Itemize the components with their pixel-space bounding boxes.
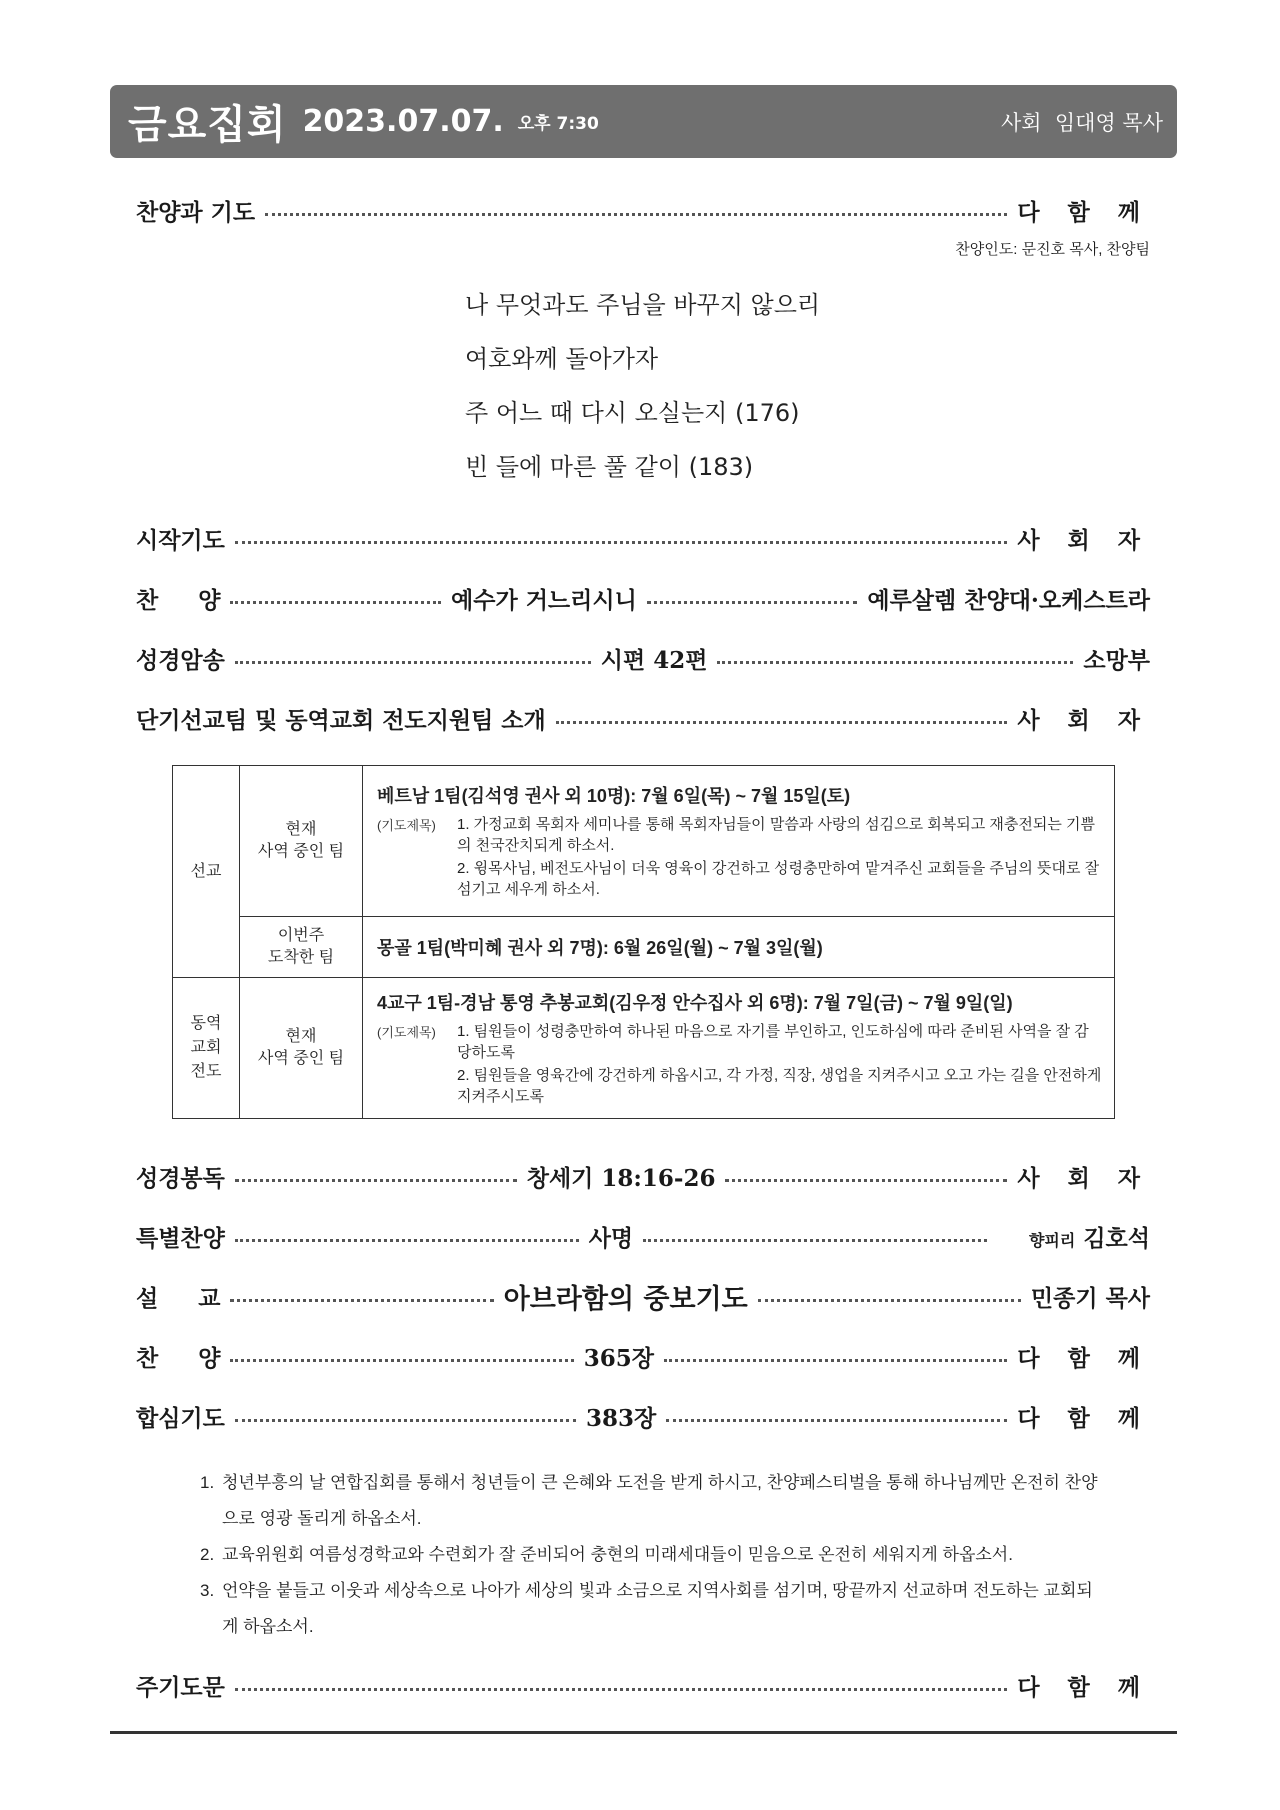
order-right: 다 함 께	[1017, 1404, 1150, 1432]
order-label: 성경봉독	[136, 1164, 225, 1192]
order-label: 주기도문	[136, 1673, 225, 1701]
subcategory-current: 현재 사역 중인 팀	[240, 766, 363, 917]
category-partner: 동역 교회 전도	[173, 978, 240, 1119]
order-row-scripture-recitation	[136, 640, 1150, 676]
order-row-team-intro	[136, 700, 1150, 736]
order-right: 다 함 께	[1017, 1344, 1151, 1372]
partner-prayer-block	[377, 1021, 1102, 1107]
leader-dots	[230, 1359, 573, 1362]
item-text: 언약을 붙들고 이웃과 세상속으로 나아가 세상의 빛과 소금으로 지역사회를 섬기며, 땅끝까지 선교하며 전도하는 교회되게 하옵소서.	[222, 1581, 1093, 1636]
leader-dots	[235, 1419, 576, 1422]
vietnam-team-title: 베트남 1팀(김석영 권사 외 10명): 7월 6일(목) ~ 7월 15일(토)	[377, 786, 851, 806]
instrument-label: 향피리	[1028, 1230, 1076, 1250]
order-row-united-prayer	[136, 1398, 1150, 1434]
leader-dots	[758, 1299, 1021, 1302]
leader-dots	[666, 1419, 1007, 1422]
performer-name: 김호석	[1083, 1224, 1150, 1252]
leader-dots	[556, 721, 1008, 724]
partner-team-detail	[363, 978, 1115, 1119]
item-number: 2.	[200, 1545, 215, 1564]
order-row-special-music	[136, 1218, 1150, 1254]
order-row-sermon	[136, 1278, 1150, 1314]
order-right: 소망부	[1083, 646, 1151, 674]
order-label: 시작기도	[136, 526, 225, 554]
order-middle: 365장	[583, 1344, 655, 1372]
order-middle: 383장	[585, 1404, 657, 1432]
list-item	[200, 1537, 1100, 1573]
order-label: 특별찬양	[136, 1224, 225, 1252]
leader-dots	[235, 541, 1007, 544]
prayer-tag: (기도제목)	[377, 1025, 436, 1040]
order-label: 찬 양	[136, 586, 221, 614]
bottom-divider	[110, 1731, 1177, 1734]
leader-dots	[647, 601, 858, 604]
order-label: 찬 양	[136, 1344, 221, 1372]
order-row-scripture-reading	[136, 1158, 1150, 1194]
prayer-line: 2. 팀원들을 영육간에 강건하게 하옵시고, 각 가정, 직장, 생업을 지켜주시고 오고 가는 길을 안전하게 지켜주시도록	[457, 1067, 1102, 1105]
sermon-title: 아브라함의 중보기도	[503, 1283, 748, 1315]
order-label: 찬양과 기도	[136, 198, 256, 226]
leader-dots	[643, 1239, 987, 1242]
service-title: 금요집회	[128, 102, 287, 148]
hymn-item: 주 어느 때 다시 오실는지 (176)	[465, 399, 800, 427]
table-row	[173, 978, 1115, 1119]
order-label: 단기선교팀 및 동역교회 전도지원팀 소개	[136, 706, 546, 734]
order-right: 사 회 자	[1017, 1164, 1151, 1192]
service-time: 오후 7:30	[517, 114, 599, 134]
order-right: 민종기 목사	[1030, 1284, 1151, 1312]
mission-teams-table	[172, 765, 1115, 1119]
item-text: 교육위원회 여름성경학교와 수련회가 잘 준비되어 충현의 미래세대들이 믿음으로 온전히 세워지게 하옵소서.	[222, 1545, 1013, 1564]
subcategory-arrived: 이번주 도착한 팀	[240, 917, 363, 978]
order-label: 설 교	[136, 1284, 221, 1312]
leader-dots	[230, 601, 441, 604]
order-middle: 예수가 거느리시니	[451, 586, 637, 614]
leader-dots	[235, 1688, 1007, 1691]
list-item	[200, 1573, 1100, 1645]
order-row-praise-prayer	[136, 192, 1150, 228]
hymn-item: 나 무엇과도 주님을 바꾸지 않으리	[465, 291, 821, 319]
leader-dots	[235, 1179, 517, 1182]
prayer-line: 1. 가정교회 목회자 세미나를 통해 목회자님들이 말씀과 사랑의 섬김으로 회복되고 재충전되는 기쁨의 천국잔치되게 하소서.	[457, 816, 1095, 854]
order-row-hymn	[136, 1338, 1150, 1374]
order-middle: 시편 42편	[600, 646, 708, 674]
leader-dots	[235, 1239, 579, 1242]
partner-team-title: 4교구 1팀-경남 통영 추봉교회(김우정 안수집사 외 6명): 7월 7일(금) ~ 7월 9일(일)	[377, 993, 1013, 1013]
order-middle: 창세기 18:16-26	[526, 1164, 716, 1192]
prayer-line: 2. 윙목사님, 베전도사님이 더욱 영육이 강건하고 성령충만하여 맡겨주신 교회들을 주님의 뜻대로 잘 섬기고 세우게 하소서.	[457, 860, 1100, 898]
order-right: 사 회 자	[1017, 706, 1150, 734]
order-label: 합심기도	[136, 1404, 225, 1432]
header-bar	[110, 85, 1177, 158]
order-middle: 사명	[588, 1224, 634, 1252]
vietnam-prayer-block	[377, 814, 1102, 900]
prayer-line: 1. 팀원들이 성령충만하여 하나된 마음으로 자기를 부인하고, 인도하심에 따라 준비된 사역을 잘 감당하도록	[457, 1023, 1089, 1061]
order-label: 성경암송	[136, 646, 225, 674]
item-number: 1.	[200, 1473, 215, 1492]
leader-dots	[717, 661, 1073, 664]
prayer-requests	[200, 1465, 1100, 1645]
order-right: 다 함 께	[1017, 198, 1150, 226]
order-row-lords-prayer	[136, 1667, 1150, 1703]
order-row-choir	[136, 580, 1150, 616]
leader-dots	[235, 661, 591, 664]
order-right	[997, 1193, 1150, 1280]
table-row	[173, 766, 1115, 917]
order-right: 사 회 자	[1017, 526, 1150, 554]
item-number: 3.	[200, 1581, 215, 1600]
subcategory-current: 현재 사역 중인 팀	[240, 978, 363, 1119]
praise-leader-note: 찬양인도: 문진호 목사, 찬양팀	[955, 241, 1150, 258]
category-mission: 선교	[173, 766, 240, 978]
order-row-opening-prayer	[136, 520, 1150, 556]
leader-dots	[725, 1179, 1007, 1182]
order-right: 예루살렘 찬양대·오케스트라	[867, 586, 1151, 614]
service-leader: 사회 임대영 목사	[1000, 110, 1163, 135]
mongolia-team-title: 몽골 1팀(박미혜 권사 외 7명): 6월 26일(월) ~ 7월 3일(월)	[377, 938, 823, 958]
leader-dots	[265, 213, 1007, 216]
leader-dots	[664, 1359, 1007, 1362]
order-right: 다 함 께	[1017, 1673, 1150, 1701]
vietnam-team-detail	[363, 766, 1115, 917]
table-row	[173, 917, 1115, 978]
mongolia-team-detail	[363, 917, 1115, 978]
leader-dots	[230, 1299, 493, 1302]
item-text: 청년부흥의 날 연합집회를 통해서 청년들이 큰 은혜와 도전을 받게 하시고, 찬양페스티벌을 통해 하나님께만 온전히 찬양으로 영광 돌리게 하옵소서.	[222, 1473, 1098, 1528]
prayer-tag: (기도제목)	[377, 818, 436, 833]
service-date: 2023.07.07.	[302, 104, 504, 139]
hymn-item: 여호와께 돌아가자	[465, 345, 659, 373]
hymn-item: 빈 들에 마른 풀 같이 (183)	[465, 453, 754, 481]
list-item	[200, 1465, 1100, 1537]
